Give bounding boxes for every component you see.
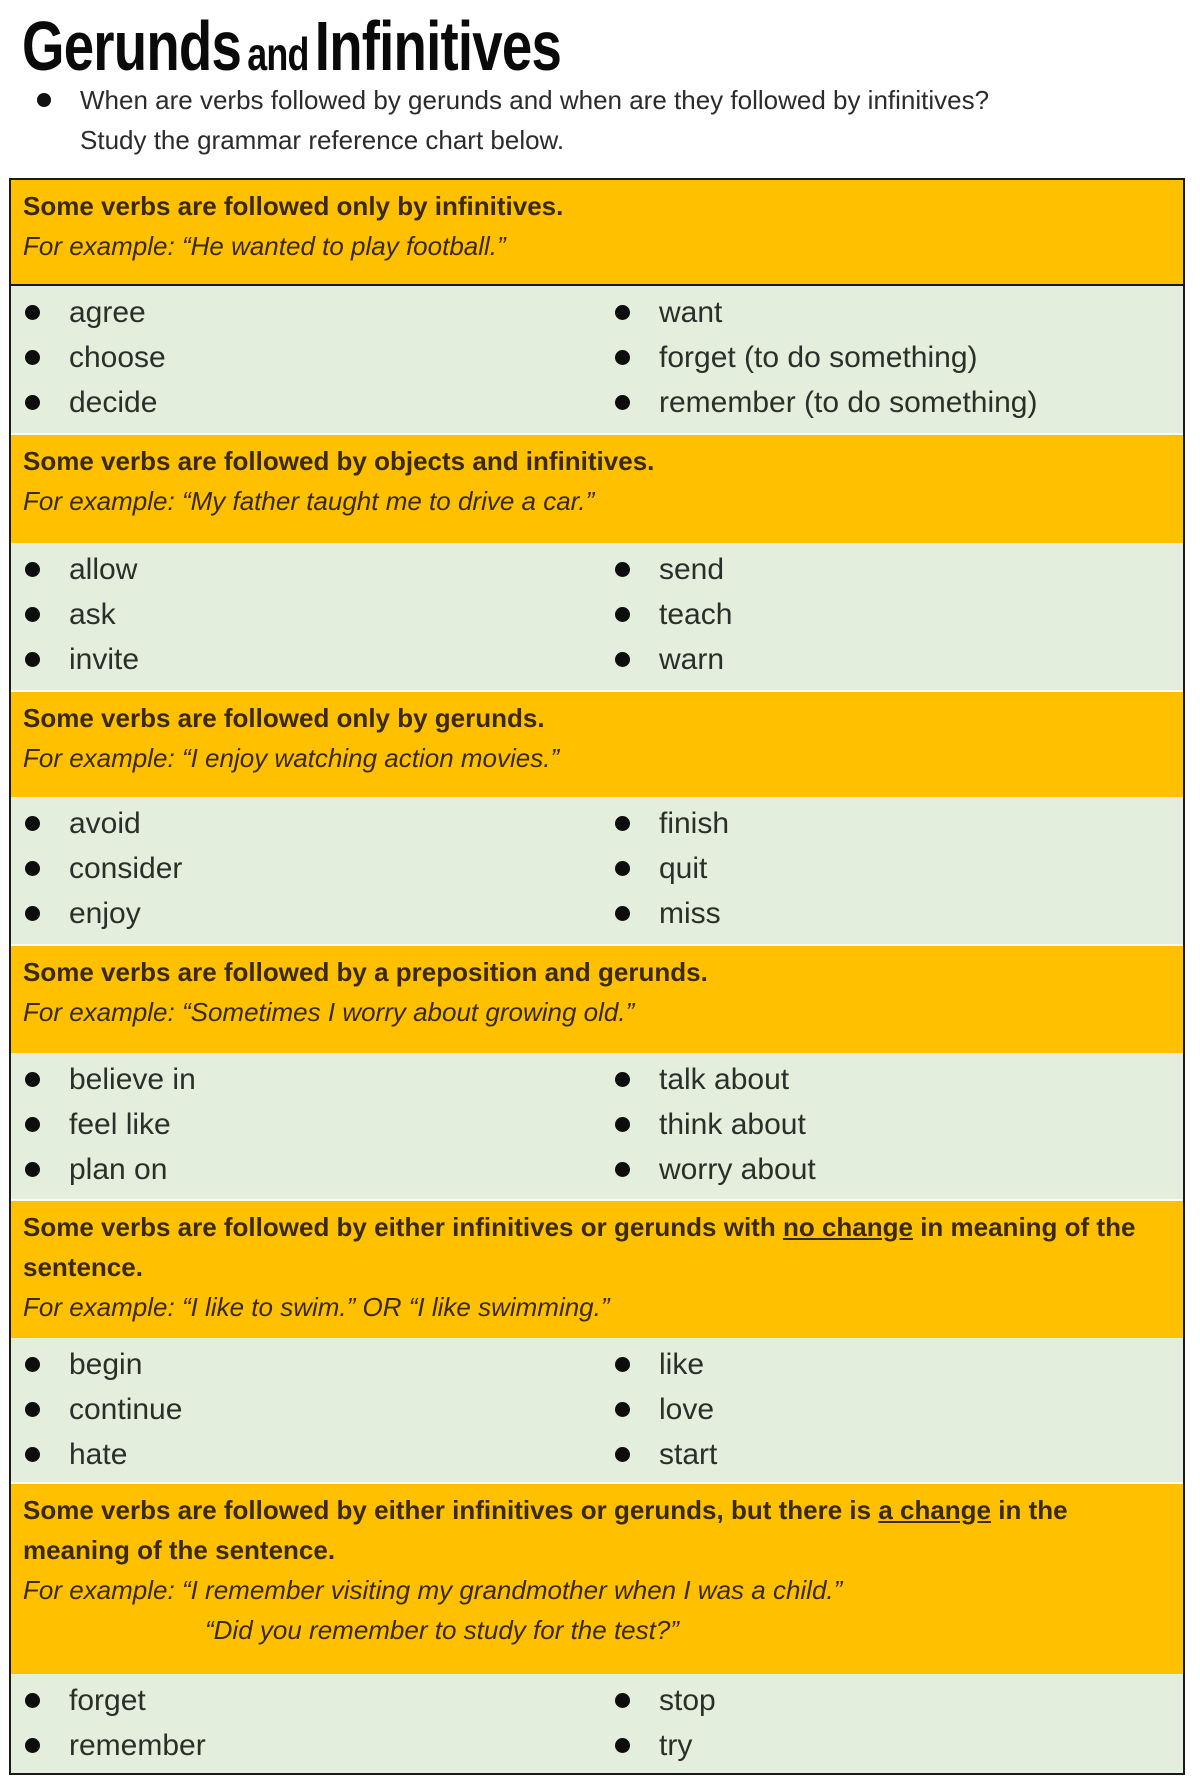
intro-bullet (22, 80, 1182, 160)
bullet-icon (25, 816, 40, 831)
section-rule: Some verbs are followed only by infinitives. (23, 191, 564, 221)
verb-column-left (25, 290, 166, 425)
verb-column-left (25, 1057, 196, 1192)
section-header-preposition-gerunds (11, 946, 1183, 1053)
list-item: send (615, 547, 732, 592)
intro-line-1: When are verbs followed by gerunds and when are they followed by infinitives? (80, 85, 990, 115)
list-item: think about (615, 1102, 816, 1147)
bullet-icon (25, 1693, 40, 1708)
verb-column-right (615, 1678, 716, 1768)
section-header-change (11, 1484, 1183, 1674)
list-item: forget (25, 1678, 206, 1723)
list-item: agree (25, 290, 166, 335)
list-item: finish (615, 801, 729, 846)
list-item: like (615, 1342, 717, 1387)
section-list-no-change (11, 1338, 1183, 1484)
verb-column-right (615, 290, 1038, 425)
section-example: For example: “My father taught me to drive a car.” (23, 486, 595, 516)
list-item: continue (25, 1387, 182, 1432)
list-item: hate (25, 1432, 182, 1477)
title-word-gerunds: Gerunds (22, 7, 242, 85)
bullet-icon (615, 906, 630, 921)
bullet-icon (615, 305, 630, 320)
list-item: plan on (25, 1147, 196, 1192)
list-item: feel like (25, 1102, 196, 1147)
bullet-icon (25, 861, 40, 876)
section-rule: Some verbs are followed by objects and infinitives. (23, 446, 655, 476)
list-item: miss (615, 891, 729, 936)
section-list-gerunds-only (11, 797, 1183, 946)
bullet-icon (25, 652, 40, 667)
list-item: teach (615, 592, 732, 637)
intro-line-2: Study the grammar reference chart below. (80, 125, 565, 155)
bullet-icon (25, 1402, 40, 1417)
list-item: try (615, 1723, 716, 1768)
bullet-icon (615, 1072, 630, 1087)
list-item: want (615, 290, 1038, 335)
list-item: enjoy (25, 891, 182, 936)
section-header-gerunds-only (11, 692, 1183, 797)
bullet-icon (615, 562, 630, 577)
bullet-icon (25, 350, 40, 365)
bullet-icon (25, 607, 40, 622)
verb-column-right (615, 547, 732, 682)
bullet-icon (25, 562, 40, 577)
list-item: worry about (615, 1147, 816, 1192)
list-item: love (615, 1387, 717, 1432)
list-item: avoid (25, 801, 182, 846)
title-word-infinitives: Infinitives (314, 7, 562, 85)
list-item: begin (25, 1342, 182, 1387)
bullet-icon (615, 1693, 630, 1708)
underlined-phrase: no change (782, 1212, 913, 1242)
list-item: quit (615, 846, 729, 891)
section-header-objects-infinitives (11, 435, 1183, 543)
section-rule: Some verbs are followed by either infinitives or gerunds, but there is a change in the meaning of the sentence. (23, 1495, 1068, 1565)
title-word-and: and (247, 28, 309, 80)
bullet-icon (615, 1357, 630, 1372)
section-example: For example: “He wanted to play football.” (23, 231, 506, 261)
section-example-2: “Did you remember to study for the test?” (205, 1615, 679, 1645)
section-example: For example: “I remember visiting my grandmother when I was a child.” (23, 1575, 843, 1605)
section-example: For example: “Sometimes I worry about growing old.” (23, 997, 635, 1027)
bullet-icon (25, 1738, 40, 1753)
verb-column-left (25, 1342, 182, 1477)
list-item: ask (25, 592, 139, 637)
list-item: remember (to do something) (615, 380, 1038, 425)
bullet-icon (25, 395, 40, 410)
bullet-icon (615, 607, 630, 622)
section-rule: Some verbs are followed by a preposition and gerunds. (23, 957, 708, 987)
list-item: consider (25, 846, 182, 891)
list-item: forget (to do something) (615, 335, 1038, 380)
bullet-icon (615, 1447, 630, 1462)
bullet-icon (615, 652, 630, 667)
bullet-icon (615, 1738, 630, 1753)
bullet-icon (37, 93, 51, 107)
underlined-phrase: a change (878, 1495, 992, 1525)
verb-column-right (615, 1057, 816, 1192)
bullet-icon (615, 816, 630, 831)
list-item: decide (25, 380, 166, 425)
list-item: choose (25, 335, 166, 380)
bullet-icon (615, 861, 630, 876)
list-item: stop (615, 1678, 716, 1723)
list-item: talk about (615, 1057, 816, 1102)
bullet-icon (615, 350, 630, 365)
page-title (22, 6, 561, 86)
section-rule: Some verbs are followed by either infinitives or gerunds with no change in meaning of the sentence. (23, 1212, 1136, 1282)
verb-column-left (25, 547, 139, 682)
section-header-no-change (11, 1201, 1183, 1338)
bullet-icon (615, 395, 630, 410)
bullet-icon (25, 1117, 40, 1132)
bullet-icon (615, 1402, 630, 1417)
bullet-icon (25, 1162, 40, 1177)
verb-column-left (25, 801, 182, 936)
bullet-icon (615, 1117, 630, 1132)
list-item: start (615, 1432, 717, 1477)
section-example: For example: “I enjoy watching action movies.” (23, 743, 560, 773)
section-list-preposition-gerunds (11, 1053, 1183, 1201)
verb-column-left (25, 1678, 206, 1768)
section-list-infinitives-only (11, 286, 1183, 435)
bullet-icon (25, 305, 40, 320)
bullet-icon (25, 1072, 40, 1087)
section-list-change (11, 1674, 1183, 1773)
reference-chart (9, 178, 1185, 1775)
list-item: invite (25, 637, 139, 682)
bullet-icon (615, 1162, 630, 1177)
bullet-icon (25, 1447, 40, 1462)
verb-column-right (615, 1342, 717, 1477)
section-header-infinitives-only (11, 180, 1183, 286)
section-rule: Some verbs are followed only by gerunds. (23, 703, 545, 733)
list-item: allow (25, 547, 139, 592)
section-example: For example: “I like to swim.” OR “I like swimming.” (23, 1292, 610, 1322)
section-list-objects-infinitives (11, 543, 1183, 692)
list-item: remember (25, 1723, 206, 1768)
list-item: believe in (25, 1057, 196, 1102)
verb-column-right (615, 801, 729, 936)
bullet-icon (25, 1357, 40, 1372)
bullet-icon (25, 906, 40, 921)
list-item: warn (615, 637, 732, 682)
